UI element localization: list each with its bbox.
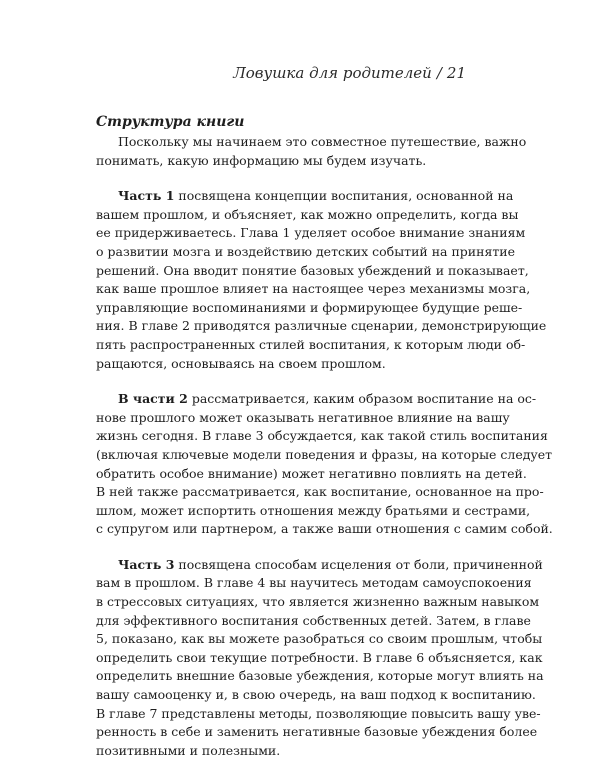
text-line [96, 667, 544, 686]
line-text: обратить особое внимание) может негативно повлиять на детей. [96, 465, 527, 481]
line-text: Поскольку мы начинаем это совместное путешествие, важно [118, 134, 527, 149]
text-line [96, 630, 543, 649]
line-text: понимать, какую информацию мы будем изучать. [96, 152, 427, 168]
line-text: рассматривается, каким образом воспитание на ос- [187, 391, 537, 407]
text-line [96, 427, 548, 446]
part-label: Часть 3 [118, 556, 175, 572]
line-text: ращаются, основываясь на своем прошлом. [96, 355, 386, 371]
line-text: В ней также рассматривается, как воспитание, основанное на про- [96, 484, 544, 500]
part-label: В части 2 [118, 391, 188, 407]
line-text: жизнь сегодня. В главе 3 обсуждается, как такой стиль воспитания [96, 428, 548, 444]
line-text: в стрессовых ситуациях, что является жизненно важным навыком [96, 594, 540, 610]
part-label: Часть 1 [118, 188, 175, 204]
paragraph [96, 556, 544, 761]
line-text: посвящена способам исцеления от боли, причиненной [174, 556, 543, 572]
text-line [96, 574, 532, 593]
text-line [96, 502, 531, 521]
running-head-title: Ловушка для родителей [233, 64, 432, 82]
text-line [96, 409, 510, 428]
text-line [96, 152, 496, 171]
text-line [96, 520, 553, 539]
paragraph [96, 133, 527, 170]
text-line [96, 262, 529, 281]
running-head-separator: / [436, 64, 442, 82]
text-line [96, 742, 496, 761]
line-text: позитивными и полезными. [96, 742, 281, 758]
line-text: ренность в себе и заменить негативные базовые убеждения более [96, 724, 538, 740]
line-text: решений. Она вводит понятие базовых убеждений и показывает, [96, 262, 529, 278]
text-line [96, 465, 527, 484]
text-line [96, 446, 553, 465]
line-text: о развитии мозга и воздействию детских событий на принятие [96, 243, 515, 259]
text-line [96, 649, 543, 668]
line-text: В главе 7 представлены методы, позволяющие повысить вашу уве- [96, 705, 541, 721]
line-text: вашу самооценку и, в свою очередь, на ваш подход к воспитанию. [96, 687, 536, 703]
text-line [96, 133, 527, 152]
text-line [96, 187, 514, 206]
line-text: ния. В главе 2 приводятся различные сценарии, демонстрирующие [96, 318, 547, 334]
line-text: управляющие воспоминаниями и формирующее будущие реше- [96, 299, 523, 315]
text-line [96, 206, 519, 225]
paragraphs [96, 133, 553, 760]
line-text: с супругом или партнером, а также ваши отношения с самим собой. [96, 521, 553, 537]
line-text: как ваше прошлое влияет на настоящее через механизмы мозга, [96, 281, 531, 297]
text-line [96, 483, 544, 502]
line-text: (включая ключевые модели поведения и фразы, на которые следует [96, 446, 553, 462]
line-text: 5, показано, как вы можете разобраться со своим прошлым, чтобы [96, 631, 543, 647]
line-text: посвящена концепции воспитания, основанной на [174, 188, 514, 204]
text-line [96, 243, 515, 262]
line-text: вашем прошлом, и объясняет, как можно определить, когда вы [96, 206, 519, 222]
text-line [96, 723, 538, 742]
text-line [96, 556, 543, 575]
line-text: определить внешние базовые убеждения, которые могут влиять на [96, 668, 544, 684]
line-text: шлом, может испортить отношения между братьями и сестрами, [96, 502, 531, 518]
text-line [96, 355, 496, 374]
line-text: ее придерживаетесь. Глава 1 уделяет особое внимание знаниям [96, 225, 526, 241]
line-text: нове прошлого может оказывать негативное влияние на вашу [96, 409, 510, 425]
page-number: 21 [446, 64, 466, 82]
text-line [96, 686, 536, 705]
text-line [96, 390, 537, 409]
text-line [96, 317, 547, 336]
paragraph [96, 187, 547, 373]
text-line [96, 593, 540, 612]
text-line [96, 612, 531, 631]
paragraph [96, 390, 553, 539]
section-heading: Структура книги [96, 114, 245, 130]
text-line [96, 280, 531, 299]
line-text: для эффективного воспитания собственных детей. Затем, в главе [96, 612, 531, 628]
text-line [96, 299, 523, 318]
text-line [96, 336, 526, 355]
body-text [96, 113, 553, 777]
text-line [96, 705, 541, 724]
line-text: определить свои текущие потребности. В главе 6 объясняется, как [96, 649, 543, 665]
line-text: пять распространенных стилей воспитания, к которым люди об- [96, 336, 526, 352]
text-line [96, 224, 526, 243]
line-text: вам в прошлом. В главе 4 вы научитесь методам самоуспокоения [96, 575, 532, 591]
running-head [233, 64, 466, 82]
